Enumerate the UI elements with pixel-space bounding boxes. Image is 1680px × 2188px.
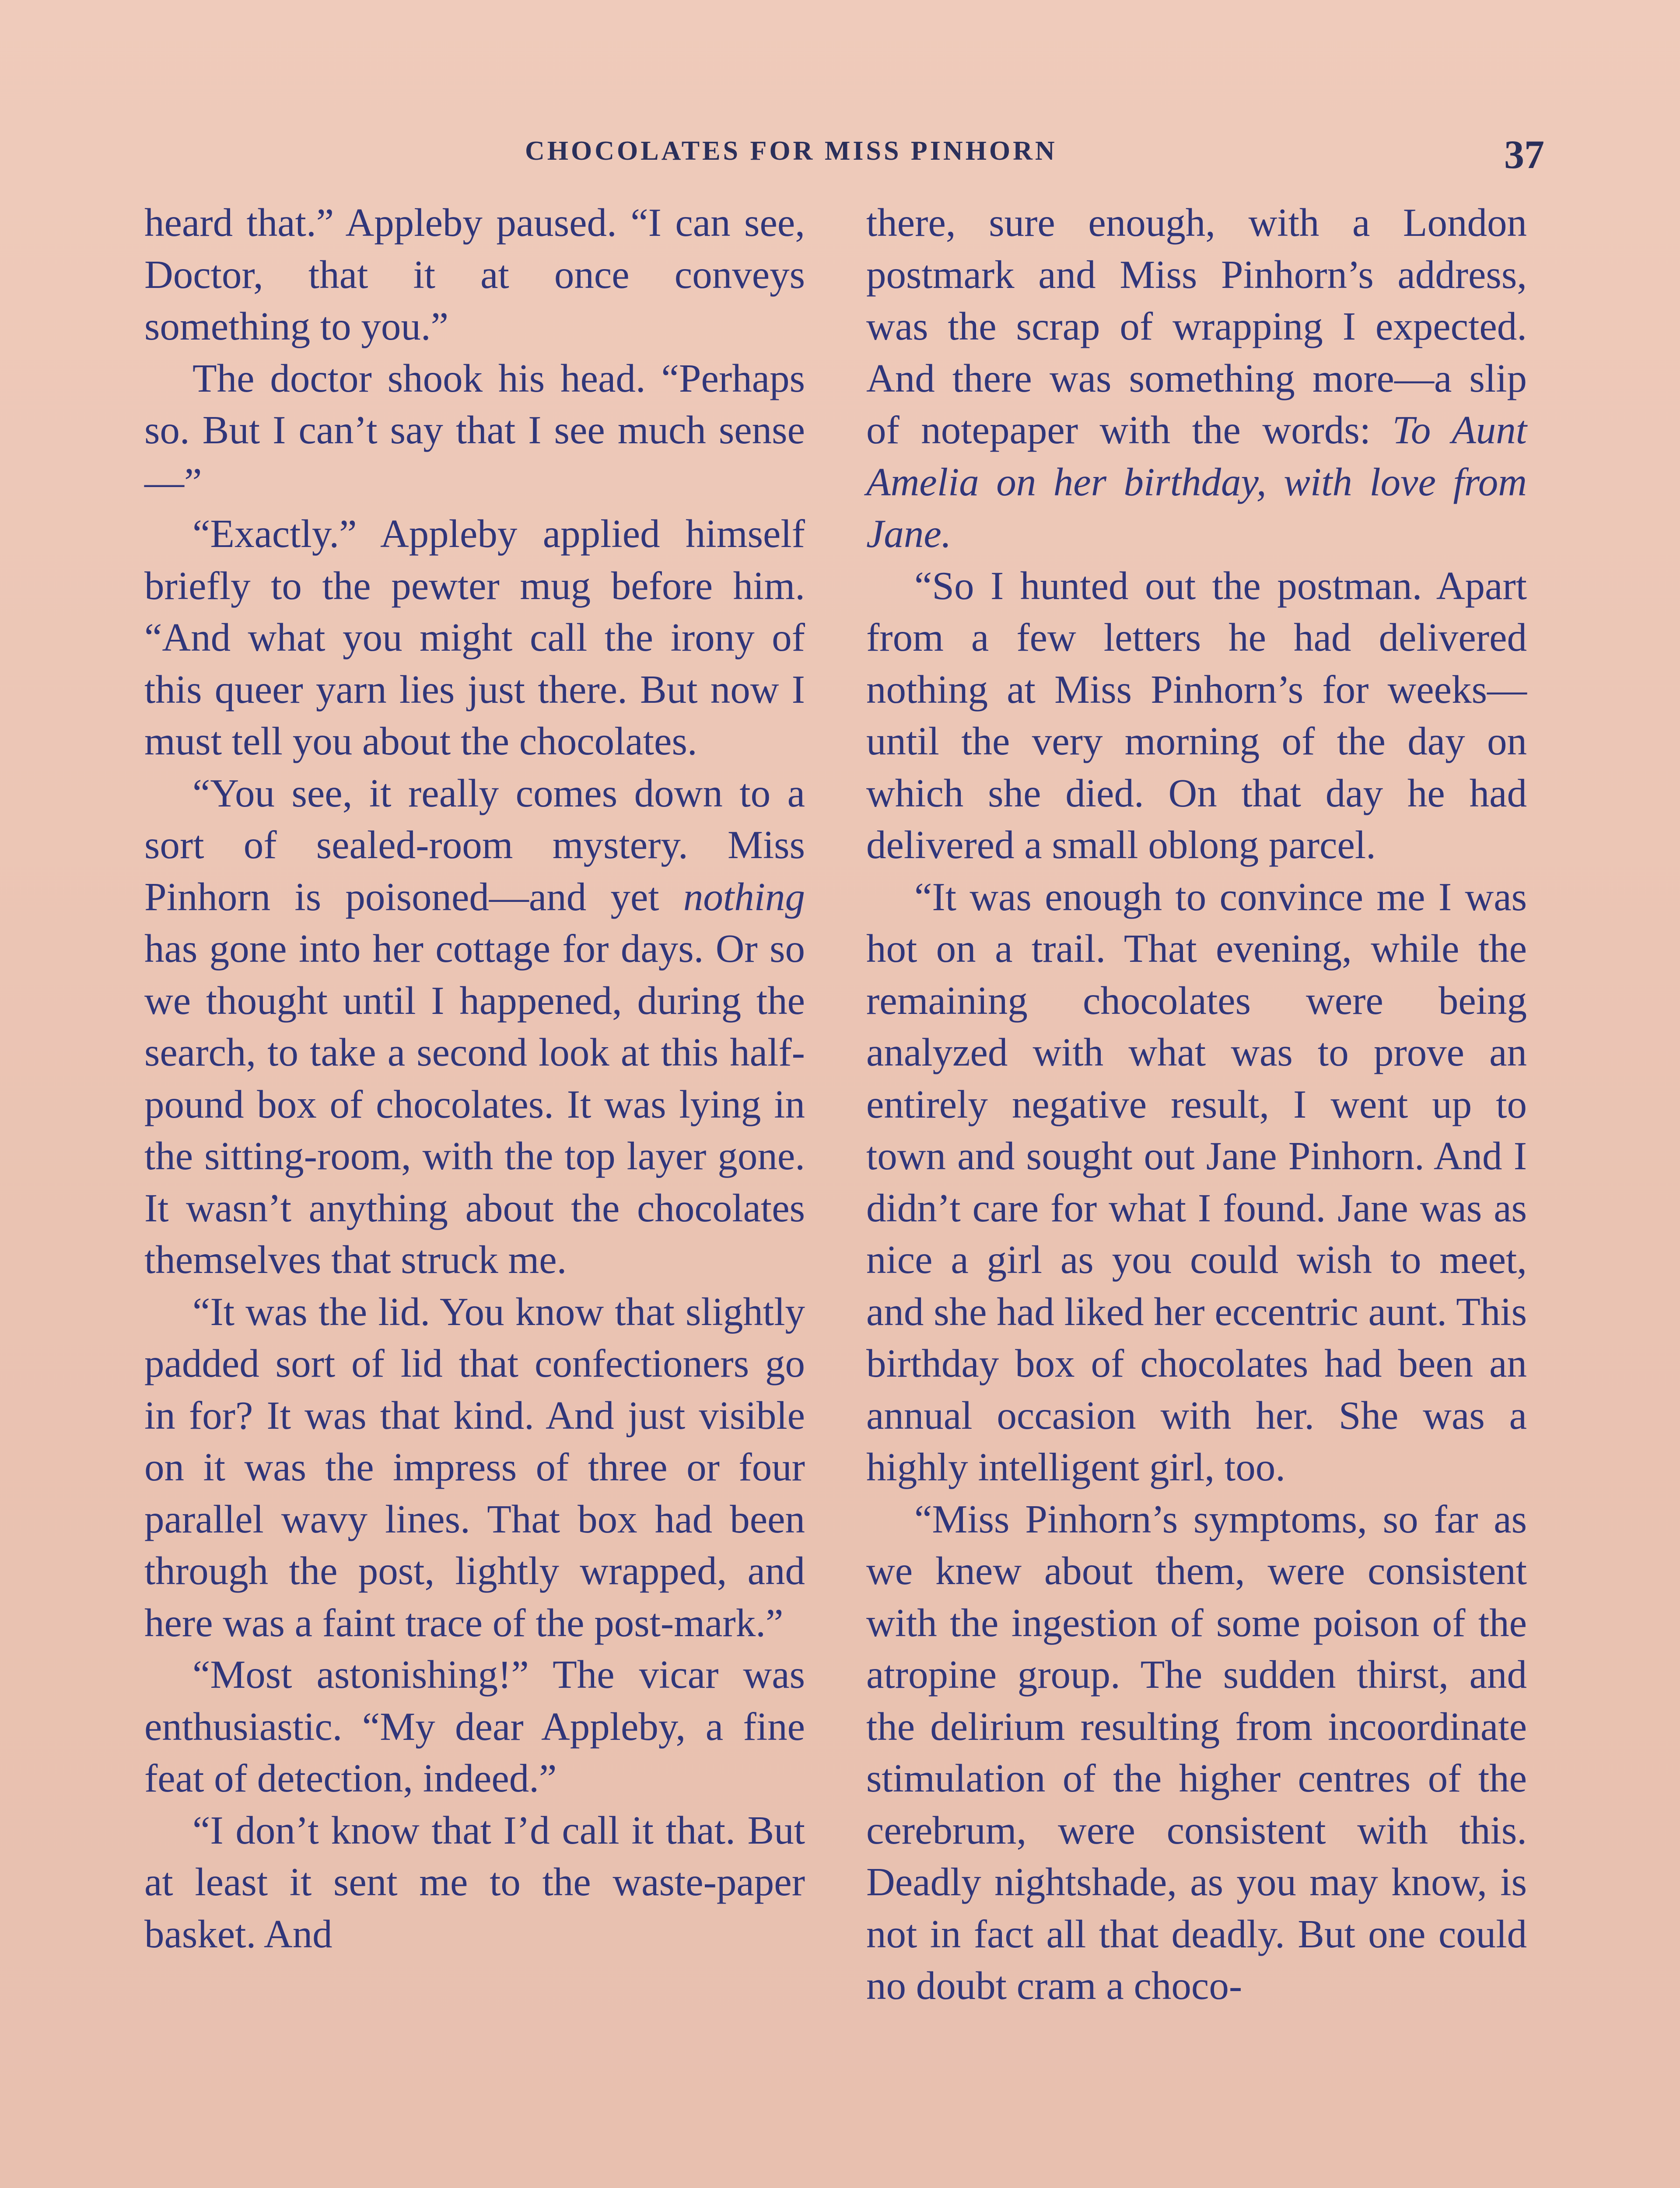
paragraph: “Exactly.” Appleby applied himself briefly to the pewter mug before him. “And what you might call the irony of this queer yarn lies just there. But now I must tell you about the chocolates. (144, 512, 805, 763)
paragraph: “It was the lid. You know that slightly padded sort of lid that confectioners go in for? It was that kind. And just visible on it was the impress of three or four parallel wavy lines. That box had been through the post, lightly wrapped, and here was a faint trace of the post-mark.” (144, 1289, 805, 1645)
paragraph: The doctor shook his head. “Perhaps so. But I can’t say that I see much sense—” (144, 356, 805, 504)
right-column (866, 197, 1527, 2012)
page-number: 37 (1504, 132, 1544, 177)
running-header (144, 131, 1544, 184)
italic-emphasis: nothing (683, 874, 805, 919)
paragraph: “I don’t know that I’d call it that. But at least it sent me to the waste-paper basket. And (144, 1808, 805, 1956)
paragraph (144, 768, 805, 1286)
paragraph: “Miss Pinhorn’s symptoms, so far as we knew about them, were consistent with the ingestion of some poison of the atropine group. The sudden thirst, and the delirium resulting from incoordinate stimulation of the higher centres of the cerebrum, were consistent with this. Deadly nightshade, as you may know, is not in fact all that deadly. But one could no doubt cram a choco- (866, 1497, 1527, 2008)
paragraph: “It was enough to convince me I was hot on a trail. That evening, while the remaining chocolates were being analyzed with what was to prove an entirely negative result, I went up to town and sought out Jane Pinhorn. And I didn’t care for what I found. Jane was as nice a girl as you could wish to meet, and she had liked her eccentric aunt. This birthday box of chocolates had been an annual occasion with her. She was a highly intelligent girl, too. (866, 874, 1527, 1489)
paragraph: heard that.” Appleby paused. “I can see, Doctor, that it at once conveys something to you.” (144, 200, 805, 348)
paragraph: “So I hunted out the postman. Apart from a few letters he had delivered nothing at Miss Pinhorn’s for weeks—until the very morning of the day on which she died. On that day he had delivered a small oblong parcel. (866, 563, 1527, 867)
paragraph-text: has gone into her cottage for days. Or so we thought until I happened, during the search, to take a second look at this half-pound box of chocolates. It was lying in the sitting-room, with the top layer gone. It wasn’t anything about the chocolates themselves that struck me. (144, 926, 805, 1282)
left-column (144, 197, 805, 1960)
italic-note-text: To Aunt Amelia on her birthday, with love from Jane. (866, 408, 1527, 556)
paragraph-text: “You see, it really comes down to a sort of sealed-room mystery. Miss Pinhorn is poisoned—and yet (144, 771, 805, 919)
running-title: CHOCOLATES FOR MISS PINHORN (525, 136, 1057, 166)
paragraph-text: there, sure enough, with a London postmark and Miss Pinhorn’s address, was the scrap of wrapping I expected. And there was something more—a slip of notepaper with the words: (866, 200, 1527, 452)
paragraph: “Most astonishing!” The vicar was enthusiastic. “My dear Appleby, a fine feat of detection, indeed.” (144, 1652, 805, 1800)
paragraph (866, 197, 1527, 560)
